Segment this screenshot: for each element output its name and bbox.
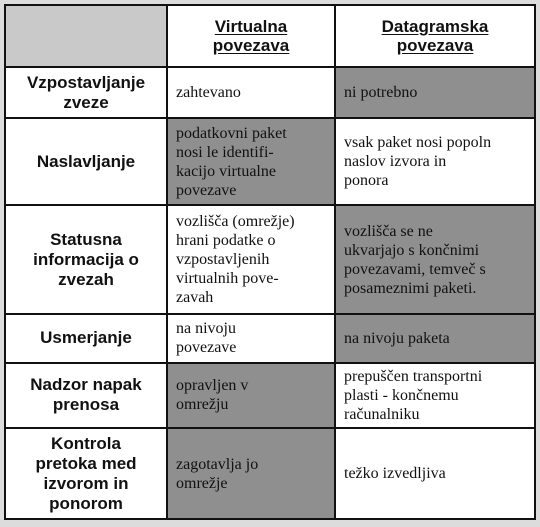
cell-virtual-flow-control: zagotavlja jo omrežje xyxy=(167,428,335,519)
cell-datagram-status-information: vozlišča se ne ukvarjajo s končnimi povezavami, temveč s posameznimi paketi. xyxy=(335,205,535,314)
cell-datagram-error-control: prepuščen transportni plasti - končnemu računalniku xyxy=(335,363,535,429)
header-row xyxy=(5,5,535,67)
cell-datagram-flow-control: težko izvedljiva xyxy=(335,428,535,519)
cell-datagram-connection-setup: ni potrebno xyxy=(335,67,535,118)
row-label-status-information: Statusna informacija o zvezah xyxy=(5,205,167,314)
cell-virtual-addressing: podatkovni paket nosi le identifi- kacijo virtualne povezave xyxy=(167,118,335,205)
header-datagram-label: Datagramska povezava xyxy=(381,17,489,55)
table-row xyxy=(5,314,535,362)
row-label-routing: Usmerjanje xyxy=(5,314,167,362)
row-label-addressing: Naslavljanje xyxy=(5,118,167,205)
row-label-error-control: Nadzor napak prenosa xyxy=(5,363,167,429)
cell-virtual-status-information: vozlišča (omrežje) hrani podatke o vzpostavljenih virtualnih pove- zavah xyxy=(167,205,335,314)
cell-datagram-addressing: vsak paket nosi popoln naslov izvora in ponora xyxy=(335,118,535,205)
cell-datagram-routing: na nivoju paketa xyxy=(335,314,535,362)
cell-virtual-routing: na nivoju povezave xyxy=(167,314,335,362)
cell-virtual-connection-setup: zahtevano xyxy=(167,67,335,118)
header-virtual-connection xyxy=(167,5,335,67)
table-row xyxy=(5,428,535,519)
table-row xyxy=(5,363,535,429)
header-virtual-label: Virtualna povezava xyxy=(212,17,290,55)
comparison-table xyxy=(4,4,536,520)
cell-virtual-error-control: opravljen v omrežju xyxy=(167,363,335,429)
table-row xyxy=(5,205,535,314)
table-row xyxy=(5,118,535,205)
table-row xyxy=(5,67,535,118)
row-label-connection-setup: Vzpostavljanje zveze xyxy=(5,67,167,118)
row-label-flow-control: Kontrola pretoka med izvorom in ponorom xyxy=(5,428,167,519)
header-datagram-connection xyxy=(335,5,535,67)
corner-header xyxy=(5,5,167,67)
